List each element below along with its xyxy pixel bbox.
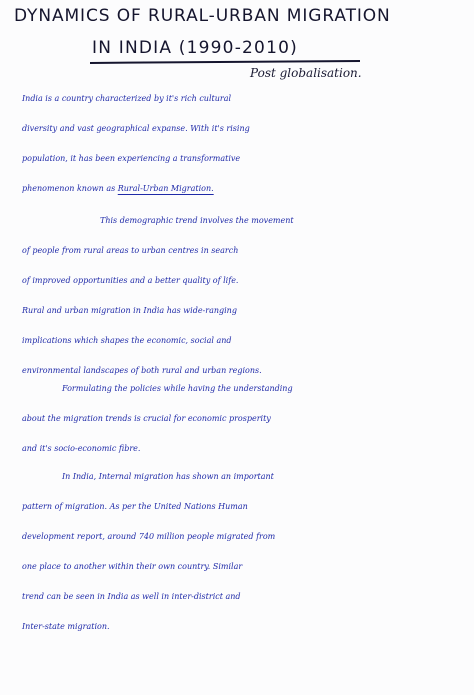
- paragraph-3: [22, 374, 472, 464]
- paragraph-line: This demographic trend involves the movement: [100, 216, 294, 225]
- paragraph-line: India is a country characterized by it's rich cultural: [22, 94, 232, 103]
- paragraph-line: development report, around 740 million people migrated from: [22, 532, 276, 541]
- paragraph-2: [22, 206, 472, 386]
- paragraph-line: and it's socio-economic fibre.: [22, 444, 141, 453]
- paragraph-line: implications which shapes the economic, social and: [22, 336, 232, 345]
- paragraph-1: [22, 84, 472, 204]
- paragraph-line: trend can be seen in India as well in inter-district and: [22, 592, 241, 601]
- paragraph-line-with-highlight: [22, 174, 472, 204]
- page-subtitle: Post globalisation.: [250, 66, 362, 80]
- paragraph-4: [22, 462, 472, 642]
- paragraph-line: Formulating the policies while having the understanding: [62, 384, 293, 393]
- paragraph-line: about the migration trends is crucial for economic prosperity: [22, 414, 271, 423]
- paragraph-line: population, it has been experiencing a transformative: [22, 154, 241, 163]
- page-title-line-2: IN INDIA (1990-2010): [92, 38, 298, 58]
- paragraph-line: environmental landscapes of both rural and urban regions.: [22, 366, 262, 375]
- paragraph-line: Rural and urban migration in India has wide-ranging: [22, 306, 237, 315]
- paragraph-line: diversity and vast geographical expanse. With it's rising: [22, 124, 250, 133]
- paragraph-line: pattern of migration. As per the United Nations Human: [22, 502, 248, 511]
- paragraph-line: of people from rural areas to urban centres in search: [22, 246, 239, 255]
- page-title-line-1: DYNAMICS OF RURAL-URBAN MIGRATION: [14, 6, 391, 26]
- paragraph-line-text: phenomenon known as: [22, 184, 116, 193]
- paragraph-line: In India, Internal migration has shown an important: [62, 472, 274, 481]
- highlighted-term: Rural-Urban Migration.: [117, 184, 214, 193]
- paragraph-line: Inter-state migration.: [22, 622, 110, 631]
- paragraph-line: one place to another within their own country. Similar: [22, 562, 243, 571]
- title-underline: [90, 60, 360, 63]
- paragraph-line: of improved opportunities and a better quality of life.: [22, 276, 239, 285]
